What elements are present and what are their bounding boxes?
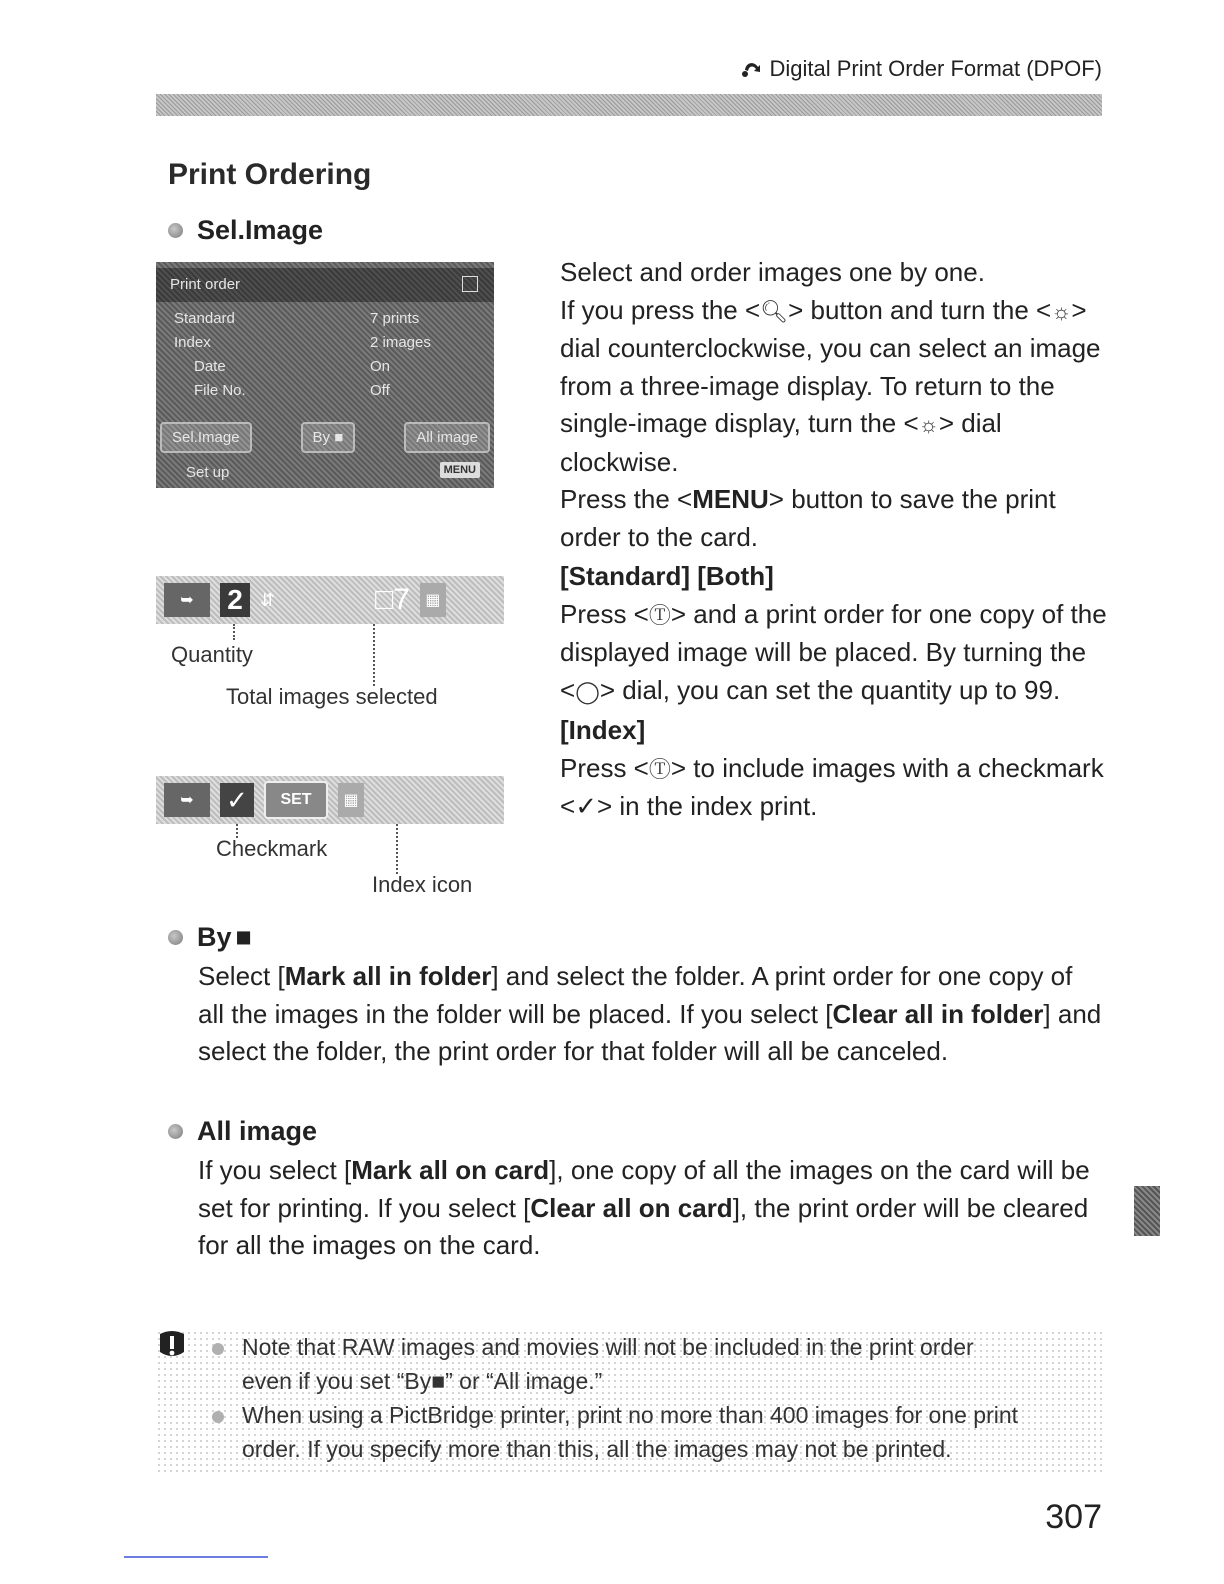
header-title: Digital Print Order Format (DPOF) xyxy=(769,56,1102,81)
sel-image-option[interactable]: Sel.Image xyxy=(160,422,252,453)
by-folder-option-label: By xyxy=(312,428,331,446)
paragraph xyxy=(560,254,1110,556)
checkmark-label: Checkmark xyxy=(216,836,328,861)
text: ] and select the folder. A print order for one copy of all the images in the folder will be placed. If you select [ xyxy=(198,961,1073,1029)
leader-line xyxy=(373,624,375,686)
index-icon: ▦ xyxy=(338,783,364,817)
footer-rule xyxy=(124,1556,268,1558)
quick-control-dial-icon: ◯ xyxy=(575,678,600,704)
caution-text: Note that RAW images and movies will not be included in the print order xyxy=(242,1334,974,1360)
print-order-icon: ➥ xyxy=(164,583,210,617)
standard-both-heading: [Standard] [Both] xyxy=(560,561,774,591)
menu-icon: MENU xyxy=(440,462,480,478)
bullet-icon xyxy=(212,1411,224,1423)
by-folder-heading xyxy=(168,922,252,953)
leader-line xyxy=(396,824,398,874)
bullet-icon xyxy=(212,1343,224,1355)
screen-row-value: On xyxy=(370,358,391,375)
screen-row-label: Index xyxy=(174,334,211,351)
chapter-tab xyxy=(1134,1186,1160,1236)
all-image-option[interactable]: All image xyxy=(404,422,490,453)
caution-icon xyxy=(156,1330,188,1364)
up-down-icon: ⇵ xyxy=(260,589,276,610)
screen-row xyxy=(156,358,494,380)
index-heading: [Index] xyxy=(560,715,646,745)
setup-option[interactable]: Set up xyxy=(186,464,230,481)
menu-item-ref: Mark all on card xyxy=(351,1155,550,1185)
sel-image-heading-text: Sel.Image xyxy=(197,215,324,245)
by-folder-heading-text: By xyxy=(197,922,232,952)
index-icon-label: Index icon xyxy=(372,872,473,897)
set-button-icon: Ⓣ xyxy=(648,602,671,628)
caution-text: order. If you specify more than this, all the images may not be printed. xyxy=(242,1436,952,1462)
screen-row-label: Standard xyxy=(174,310,235,327)
text: > and a print order for one copy of the displayed image will be placed. By turning the < xyxy=(560,598,1107,705)
total-label: Total images selected xyxy=(226,684,438,709)
all-image-heading-text: All image xyxy=(197,1116,318,1146)
text: ], one copy of all the images on the card will be set for printing. If you select [ xyxy=(198,1155,1090,1223)
text: > button and turn the xyxy=(788,294,1029,325)
checkmark-icon: ✓ xyxy=(575,791,597,821)
index-strip xyxy=(156,776,504,824)
set-button-icon: SET xyxy=(264,781,328,819)
main-dial-icon: ☼ xyxy=(918,412,939,437)
print-order-icon xyxy=(740,58,762,80)
print-order-icon: ➥ xyxy=(164,783,210,817)
folder-icon: ■ xyxy=(235,922,252,952)
text: > button to save the print order to the card. xyxy=(560,484,1056,552)
screen-row-value: 7 prints xyxy=(370,310,420,327)
caution-text xyxy=(242,1368,602,1395)
text: ] and select the folder, the print order for that folder will all be canceled. xyxy=(198,998,1102,1066)
text: If you select [ xyxy=(198,1155,352,1185)
menu-item-ref: Mark all in folder xyxy=(284,961,492,991)
bullet-icon xyxy=(168,1124,183,1139)
text: Press the < xyxy=(560,484,693,514)
text: < xyxy=(1036,294,1052,325)
section-title: Print Ordering xyxy=(168,158,372,191)
text: ” or “All image.” xyxy=(445,1368,603,1394)
screen-titlebar xyxy=(156,268,494,302)
caution-box xyxy=(156,1330,1102,1476)
image-icon: □ xyxy=(375,583,394,616)
quantity-value: 2 xyxy=(220,583,250,617)
screen-footer xyxy=(156,460,494,486)
leader-line xyxy=(233,624,235,640)
text: ], the print order will be cleared for all the images on the card. xyxy=(198,1192,1089,1260)
screen-row-value: 2 images xyxy=(370,334,431,351)
print-order-screen xyxy=(156,262,494,488)
screen-row-value: Off xyxy=(370,382,390,399)
caution-text: When using a PictBridge printer, print no more than 400 images for one print xyxy=(242,1402,1019,1428)
quantity-strip xyxy=(156,576,504,624)
screen-row xyxy=(156,310,494,332)
text: > dial, you can set the quantity up to 99. xyxy=(599,674,1061,705)
text: If you press the < xyxy=(560,294,761,325)
screen-row xyxy=(156,334,494,356)
index-icon: ▦ xyxy=(420,583,446,617)
total-value: 7 xyxy=(393,583,410,616)
card-icon xyxy=(462,276,478,292)
header-bar xyxy=(156,94,1102,116)
text: > dial clockwise. xyxy=(560,408,1002,477)
screen-row-label: Date xyxy=(194,358,226,375)
text: > in the index print. xyxy=(596,791,818,821)
quantity-label: Quantity xyxy=(171,642,253,667)
menu-item-ref: Clear all in folder xyxy=(832,998,1044,1029)
main-dial-icon: ☼ xyxy=(1051,298,1072,324)
paragraph xyxy=(560,750,1110,826)
bullet-icon xyxy=(168,930,183,945)
text: Select [ xyxy=(198,961,285,991)
text: Select and order images one by one. xyxy=(560,257,985,287)
screen-button-row xyxy=(160,418,490,456)
page-number: 307 xyxy=(1045,1498,1102,1536)
total-selected xyxy=(375,583,410,617)
folder-icon: ■ xyxy=(431,1368,446,1394)
magnify-icon: 🔍︎ xyxy=(760,298,789,324)
menu-button-icon: MENU xyxy=(692,484,769,514)
bullet-icon xyxy=(168,223,183,238)
screen-title: Print order xyxy=(170,276,241,293)
screen-row xyxy=(156,382,494,404)
checkmark-icon: ✓ xyxy=(220,783,254,817)
sel-image-heading xyxy=(168,215,323,246)
running-header xyxy=(740,56,1103,82)
all-image-heading xyxy=(168,1116,317,1147)
text: > to include images with a checkmark < xyxy=(560,752,1104,821)
folder-icon: ■ xyxy=(334,428,344,446)
text: Press < xyxy=(560,598,649,629)
screen-row-label: File No. xyxy=(194,382,246,399)
menu-item-ref: Clear all on card xyxy=(530,1192,733,1223)
by-folder-description xyxy=(198,958,1102,1071)
paragraph xyxy=(560,596,1110,711)
set-button-icon: Ⓣ xyxy=(648,756,671,782)
sel-image-description xyxy=(560,254,1110,826)
by-folder-option[interactable] xyxy=(301,422,356,453)
text: even if you set “By xyxy=(242,1368,432,1394)
text: > dial counterclockwise, you can select an image from a three-image display. To return to the single-image display, turn the < xyxy=(560,294,1101,438)
all-image-description xyxy=(198,1152,1102,1265)
text: Press < xyxy=(560,752,649,783)
